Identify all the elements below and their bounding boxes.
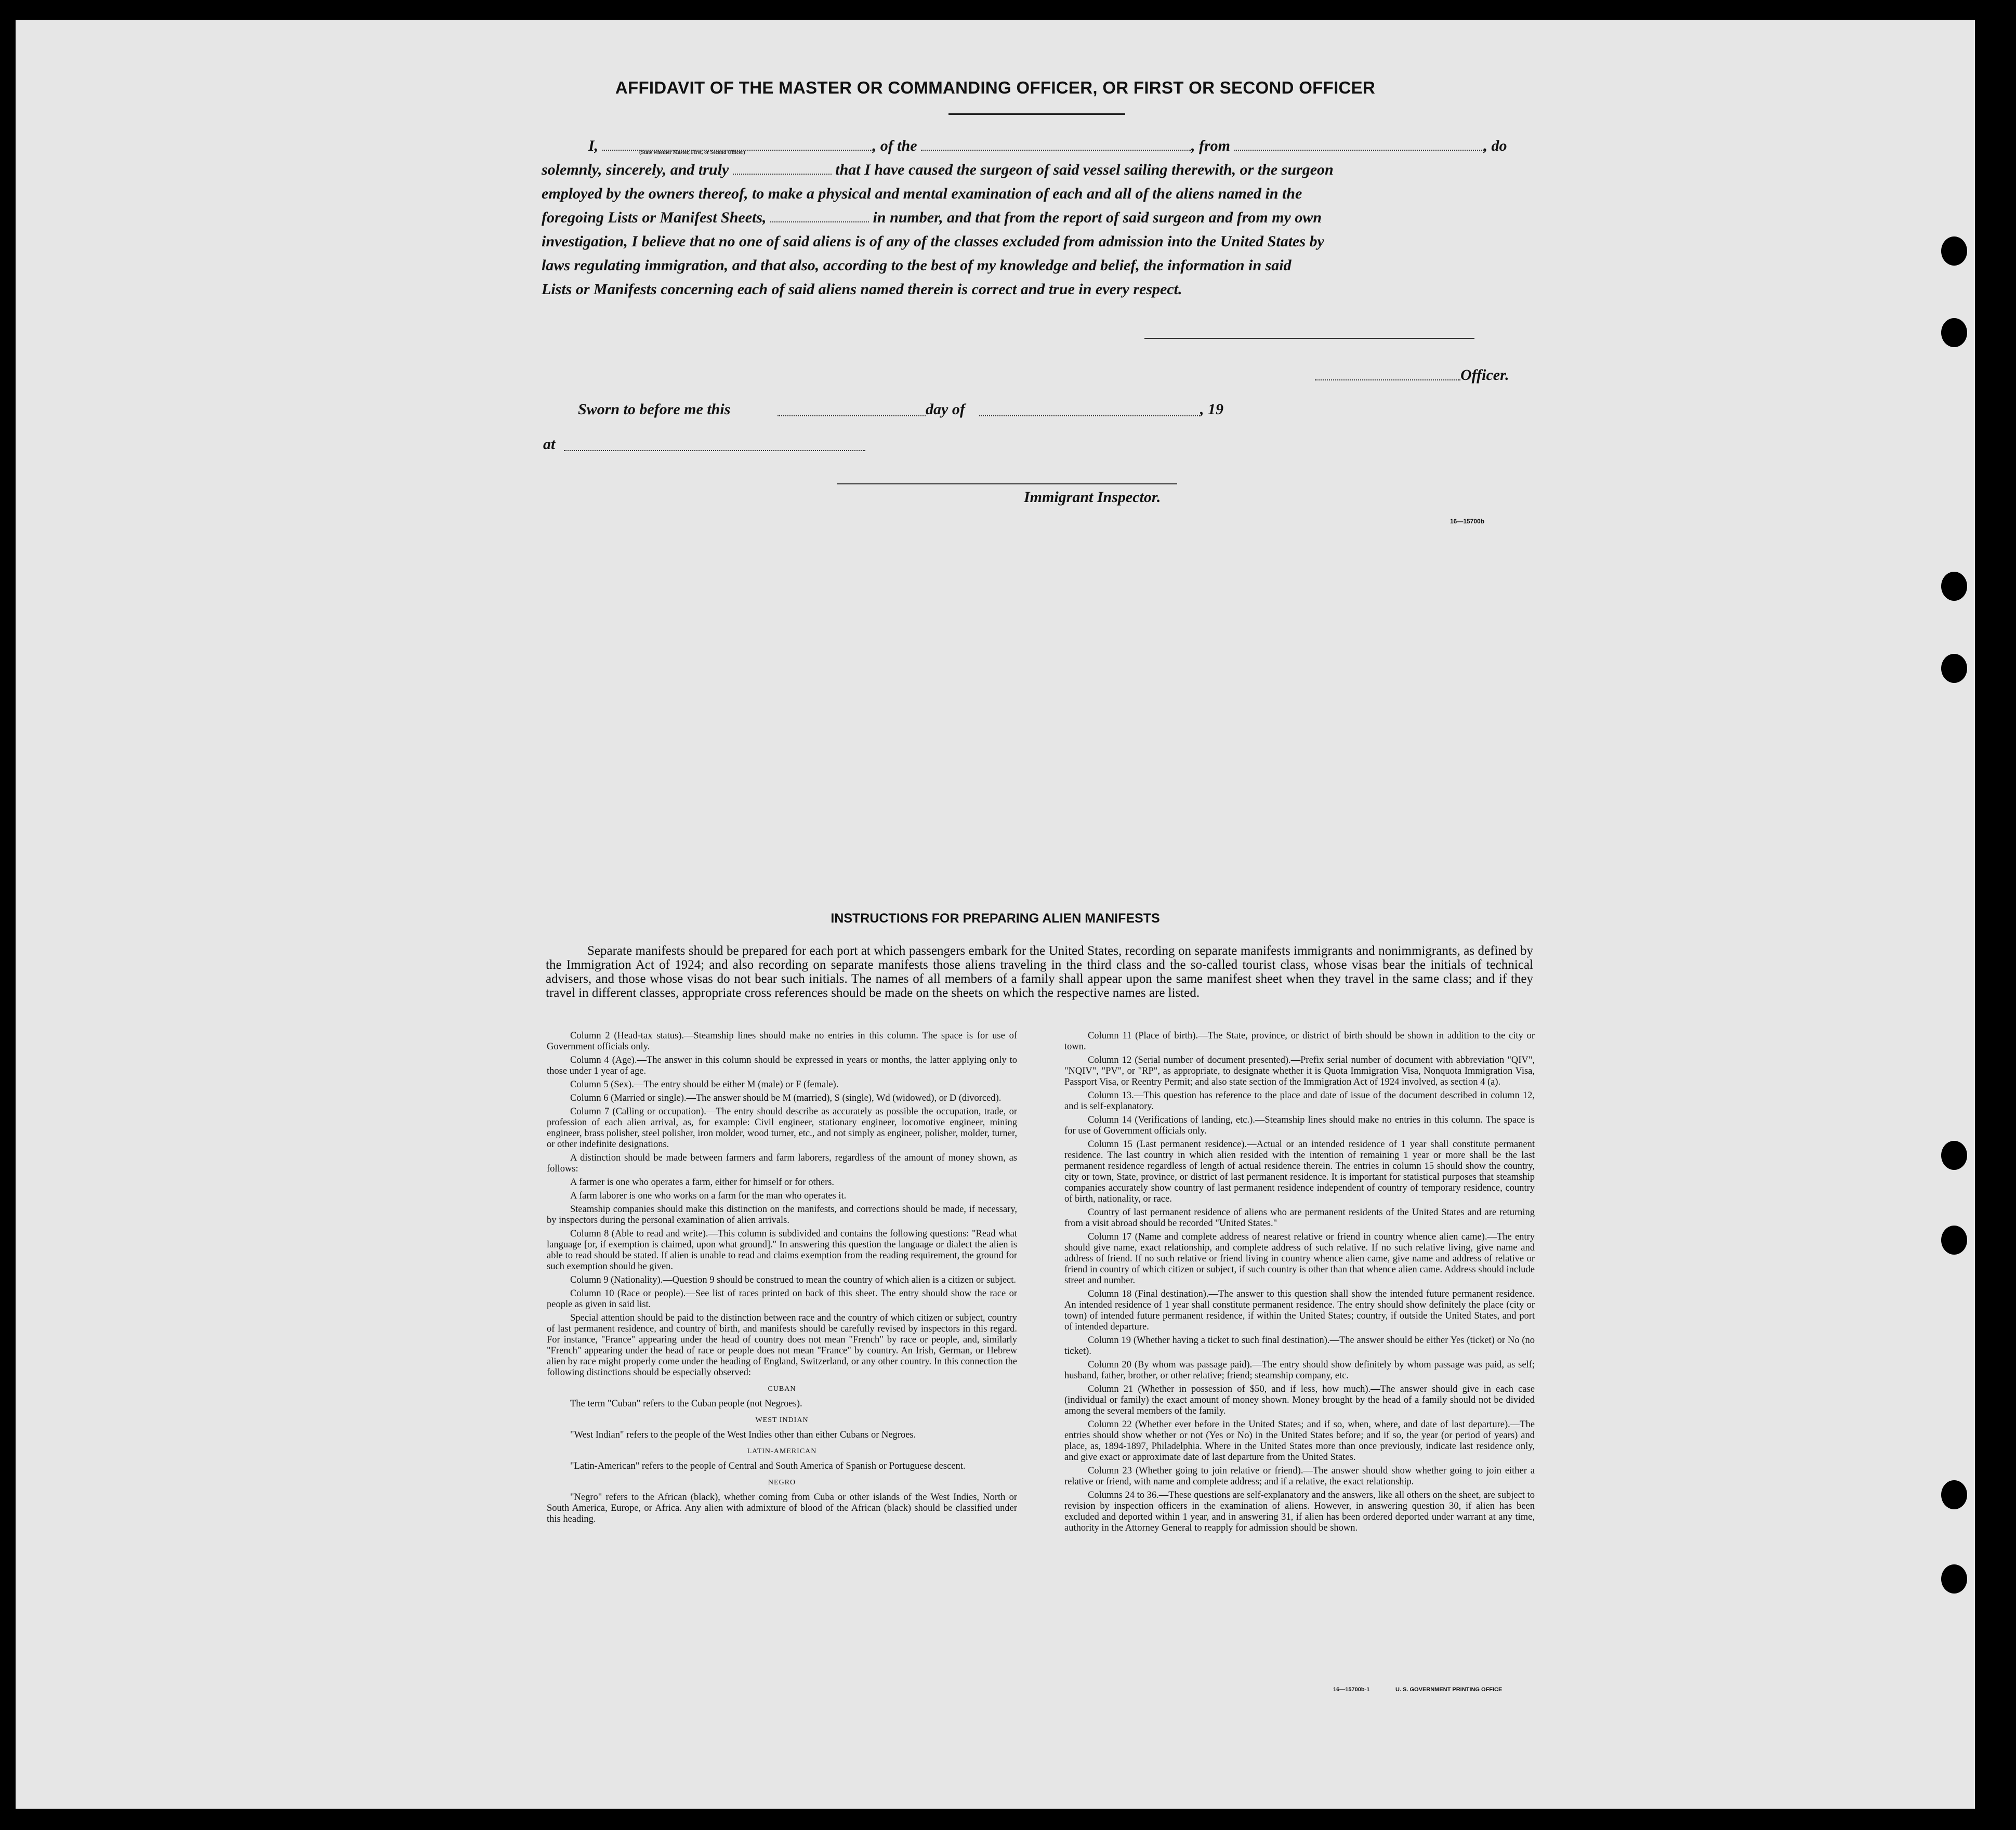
- year-label: , 19: [1200, 401, 1223, 418]
- officer-label: Officer.: [1460, 366, 1509, 384]
- instructions-intro: Separate manifests should be prepared for each port at which passengers embark for the United States, recording on separate manifests immigrants and nonimmigrants, as defined by the Immigration Act of 1924; and also recording on separate manifests those aliens traveling in the third class and the so-called tourist class, whose visas bear the initials of technical advisers, and those whose visas do not bear such initials. The names of all members of a family shall appear upon the same manifest sheet when they travel in the same class; and if they travel in different classes, appropriate cross references should be made on the sheets on which the respective names are listed.: [546, 944, 1533, 1000]
- day-of-label: day of: [926, 401, 965, 418]
- affidavit-text: I, , of the , from , do solemnly, sincerely, and truly that I have caused the surgeon of said vessel sailing therewith, or the surgeon employed by the owners thereof, to make a physical and mental examination of each and all of the aliens named in the foregoing Lists or Manifest Sheets, in number, and that from the report of said surgeon and from my own investigation, I believe that no one of said aliens is of any of the classes excluded from admission into the United States by laws regulating immigration, and that also, according to the best of my knowledge and belief, the information in said Lists or Manifests concerning each of said aliens named therein is correct and true in every respect.: [542, 137, 1507, 298]
- punch-hole: [1941, 654, 1967, 683]
- officer-rank-field[interactable]: [1315, 367, 1460, 380]
- inspector-signature-line[interactable]: [837, 483, 1177, 484]
- heading-west-indian: WEST INDIAN: [755, 1416, 809, 1424]
- sworn-label: Sworn to before me this: [578, 401, 731, 418]
- manifest-sheet: [16, 20, 1975, 1809]
- inspector-label: Immigrant Inspector.: [1024, 489, 1161, 506]
- printing-office: U. S. GOVERNMENT PRINTING OFFICE: [1395, 1687, 1503, 1693]
- officer-hint: (State whether Master, First, or Second Officer): [639, 150, 745, 155]
- heading-cuban: CUBAN: [768, 1385, 796, 1393]
- officer-signature-line[interactable]: [1144, 338, 1474, 339]
- punch-hole: [1941, 1480, 1967, 1509]
- title-underline: [948, 113, 1125, 115]
- instructions-left-column: Column 2 (Head-tax status).—Steamship lines should make no entries in this column. The space is for use of Government officials only. Column 4 (Age).—The answer in this column should be expressed in years or months, the latter applying only to those under 1 year of age. Column 5 (Sex).—The entry should be either M (male) or F (female). Column 6 (Married or single).—The answer should be M (married), S (single), Wd (widowed), or D (divorced). Column 7 (Calling or occupation).—The entry should describe as accurately as possible the occupation, trade, or profession of each alien arrival, as, for example: Civil engineer, stationary engineer, locomotive engineer, mining engineer, brass polisher, steel polisher, iron molder, wood turner, etc., and not simply as engineer, polisher, molder, turner, or other indefinite designations. A distinction should be made between farmers and farm laborers, regardless of the amount of money shown, as follows: A farmer is one who operates a farm, either for himself or for others. A farm laborer is one who works on a farm for the man who operates it. Steamship companies should make this distinction on the manifests, and corrections should be made, if necessary, by inspectors during the personal examination of alien arrivals. Column 8 (Able to read and write).—This column is subdivided and contains the following questions: "Read what language [or, if exemption is claimed, upon what ground]." In answering this question the language or dialect the alien is able to read should be stated. If alien is unable to read and claims exemption from the reading requirement, the ground for such exemption should be given. Column 9 (Nationality).—Question 9 should be construed to mean the country of which alien is a citizen or subject. Column 10 (Race or people).—See list of races printed on back of this sheet. The entry should show the race or people as given in said list. Special attention should be paid to the distinction between race and the country of which citizen or subject, country of last permanent residence, and country of birth, and manifests should be carefully revised by inspectors in this regard. For instance, "France" appearing under the head of country does not mean "French" by race or people, and, similarly "French" appearing under the head of race or people does not mean "France" by country. An Irish, German, or Hebrew alien by race might properly come under the heading of England, Switzerland, or any other country. In this connection the following distinctions should be especially observed: CUBAN The term "Cuban" refers to the Cuban people (not Negroes). WEST INDIAN "West Indian" refers to the people of the West Indies other than either Cubans or Negroes. LATIN-AMERICAN "Latin-American" refers to the people of Central and South America of Spanish or Portuguese descent. NEGRO "Negro" refers to the African (black), whether coming from Cuba or other islands of the West Indies, North or South America, Europe, or Africa. Any alien with admixture of blood of the African (black) should be classified under this heading.: [547, 1031, 1017, 1524]
- punch-hole: [1941, 1141, 1967, 1170]
- instructions-title: INSTRUCTIONS FOR PREPARING ALIEN MANIFESTS: [831, 911, 1160, 926]
- form-number-top: 16—15700b: [1450, 518, 1485, 525]
- instructions-right-column: Column 11 (Place of birth).—The State, province, or district of birth should be shown in addition to the city or town. Column 12 (Serial number of document presented).—Prefix serial number of document with abbreviation "QIV", "NQIV", "PV", or "RP", as appropriate, to designate whether it is Quota Immigration Visa, Nonquota Immigration Visa, Passport Visa, or Reentry Permit; and also state section of the Immigration Act of 1924 involved, as section 4 (a). Column 13.—This question has reference to the place and date of issue of the document described in column 12, and is self-explanatory. Column 14 (Verifications of landing, etc.).—Steamship lines should make no entries in this column. The space is for use of Government officials only. Column 15 (Last permanent residence).—Actual or an intended residence of 1 year shall constitute permanent residence. The last country in which alien resided with the intention of remaining 1 year or more shall be the last permanent residence regardless of length of actual residence therein. The entries in column 15 should show the country, city or town, State, province, or district of last permanent residence. It is important for statistical purposes that steamship companies accurately show country of last permanent residence independent of country of temporary residence, country of birth, nationality, or race. Country of last permanent residence of aliens who are permanent residents of the United States and are returning from a visit abroad should be recorded "United States." Column 17 (Name and complete address of nearest relative or friend in country whence alien came).—The entry should give name, exact relationship, and complete address of such relative. If no such relative living, give name and address of friend. If no such relative or friend living in country whence alien came, give name and address of relative or friend in country of which citizen or subject, if such country is other than that whence alien came. Address should include street and number. Column 18 (Final destination).—The answer to this question shall show the intended future permanent residence. An intended residence of 1 year shall constitute permanent residence. The entry should show definitely the place (city or town) of intended future permanent residence, if within the United States; country, if outside the United States, and port of intended departure. Column 19 (Whether having a ticket to such final destination).—The answer should be either Yes (ticket) or No (no ticket). Column 20 (By whom was passage paid).—The entry should show definitely by whom passage was paid, as self; husband, father, brother, or other relative; friend; steamship company, etc. Column 21 (Whether in possession of $50, and if less, how much).—The answer should give in each case (individual or family) the exact amount of money shown. Money brought by the head of a family should not be divided among the several members of the family. Column 22 (Whether ever before in the United States; and if so, when, where, and date of last departure).—The entries should show whether or not (Yes or No) in the United States before; and if so, the year (or period of years) and place, as, 1894-1897, Philadelphia. Where in the United States more than once previously, indicate last residence only, and give exact or approximate date of last departure from the United States. Column 23 (Whether going to join relative or friend).—The answer should show whether going to join either a relative or friend, with name and complete address; and if a relative, the exact relationship. Columns 24 to 36.—These questions are self-explanatory and the answers, like all others on the sheet, are subject to revision by inspection officers in the examination of aliens. However, in answering question 30, if alien has been excluded and deported within 1 year, and in answering 31, if alien has been ordered deported under warrant at any time, authority in the Attorney General to reapply for admission should be shown.: [1064, 1031, 1535, 1533]
- at-place-field[interactable]: [564, 438, 865, 451]
- oath-field[interactable]: [733, 161, 832, 175]
- punch-hole: [1941, 572, 1967, 601]
- sworn-day-field[interactable]: [778, 403, 926, 416]
- punch-hole: [1941, 1564, 1967, 1594]
- affidavit-title: AFFIDAVIT OF THE MASTER OR COMMANDING OFFICER, OR FIRST OR SECOND OFFICER: [615, 78, 1376, 97]
- vessel-field[interactable]: [921, 137, 1191, 151]
- from-field[interactable]: [1234, 137, 1484, 151]
- punch-hole: [1941, 318, 1967, 347]
- sworn-month-field[interactable]: [979, 403, 1200, 416]
- heading-negro: NEGRO: [768, 1479, 796, 1486]
- officer-title-field[interactable]: [602, 137, 873, 151]
- sheets-count-field[interactable]: [770, 209, 869, 222]
- heading-latin-american: LATIN-AMERICAN: [747, 1447, 817, 1455]
- punch-hole: [1941, 1226, 1967, 1255]
- at-label: at: [543, 436, 556, 453]
- punch-hole: [1941, 236, 1967, 266]
- form-number-bottom: 16—15700b-1: [1333, 1687, 1370, 1693]
